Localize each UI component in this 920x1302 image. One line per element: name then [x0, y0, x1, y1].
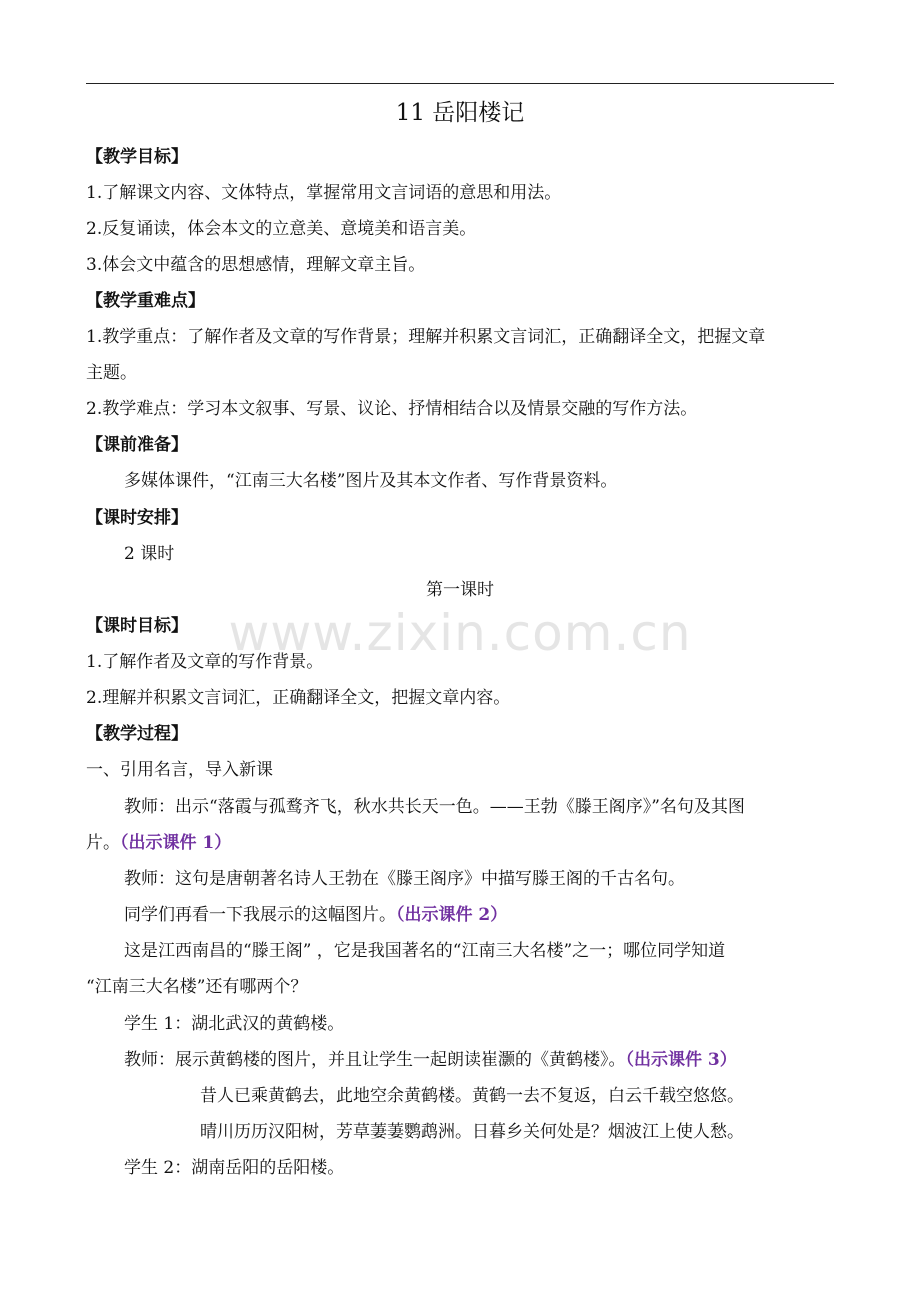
preparation-text: 多媒体课件，“江南三大名楼”图片及其本文作者、写作背景资料。 — [124, 471, 618, 491]
process-step-heading: 一、引用名言，导入新课 — [86, 760, 273, 780]
teacher-line-continued: “江南三大名楼”还有哪两个？ — [86, 977, 308, 997]
courseware-note: （出示课件 3） — [625, 1050, 737, 1070]
teacher-line-text: 同学们再看一下我展示的这幅图片。 — [124, 905, 396, 925]
schedule-text: 2 课时 — [124, 544, 175, 564]
teacher-line: 教师：出示“落霞与孤鹜齐飞，秋水共长天一色。——王勃《滕王阁序》”名句及其图 — [124, 797, 745, 817]
teacher-line-text: 教师：展示黄鹤楼的图片，并且让学生一起朗读崔灏的《黄鹤楼》。 — [124, 1050, 626, 1070]
teacher-line-tail: 片。 — [86, 833, 120, 853]
goal-item: 3.体会文中蕴含的思想感情，理解文章主旨。 — [86, 255, 426, 275]
section-heading-teaching-goals: 【教学目标】 — [86, 147, 188, 167]
lesson-heading: 第一课时 — [426, 580, 494, 600]
poem-line: 昔人已乘黄鹤去，此地空余黄鹤楼。黄鹤一去不复返，白云千载空悠悠。 — [200, 1086, 744, 1106]
key-point-item-continued: 主题。 — [86, 363, 137, 383]
section-heading-key-points: 【教学重难点】 — [86, 291, 205, 311]
goal-item: 1.了解课文内容、文体特点，掌握常用文言词语的意思和用法。 — [86, 183, 562, 203]
watermark: www.zixin.com.cn — [228, 604, 692, 662]
student-line: 学生 1：湖北武汉的黄鹤楼。 — [124, 1014, 345, 1034]
lesson-goal-item: 2.理解并积累文言词汇，正确翻译全文，把握文章内容。 — [86, 688, 511, 708]
section-heading-lesson-goals: 【课时目标】 — [86, 616, 188, 636]
key-point-item: 2.教学难点：学习本文叙事、写景、议论、抒情相结合以及情景交融的写作方法。 — [86, 399, 698, 419]
key-point-item: 1.教学重点：了解作者及文章的写作背景；理解并积累文言词汇，正确翻译全文，把握文章 — [86, 327, 766, 347]
teacher-line: 这是江西南昌的“滕王阁” ，它是我国著名的“江南三大名楼”之一；哪位同学知道 — [124, 941, 726, 961]
document-title: 11 岳阳楼记 — [395, 100, 525, 126]
courseware-note: （出示课件 1） — [120, 833, 232, 853]
section-heading-preparation: 【课前准备】 — [86, 435, 188, 455]
section-heading-schedule: 【课时安排】 — [86, 508, 188, 528]
goal-item: 2.反复诵读，体会本文的立意美、意境美和语言美。 — [86, 219, 477, 239]
teacher-line-continued — [86, 832, 846, 854]
header-rule — [86, 83, 834, 84]
teacher-line — [124, 1049, 884, 1071]
teacher-line — [124, 904, 884, 926]
poem-line: 晴川历历汉阳树，芳草萋萋鹦鹉洲。日暮乡关何处是？烟波江上使人愁。 — [200, 1122, 744, 1142]
teacher-line: 教师：这句是唐朝著名诗人王勃在《滕王阁序》中描写滕王阁的千古名句。 — [124, 869, 685, 889]
student-line: 学生 2：湖南岳阳的岳阳楼。 — [124, 1158, 345, 1178]
lesson-goal-item: 1.了解作者及文章的写作背景。 — [86, 652, 324, 672]
courseware-note: （出示课件 2） — [396, 905, 508, 925]
section-heading-process: 【教学过程】 — [86, 724, 188, 744]
